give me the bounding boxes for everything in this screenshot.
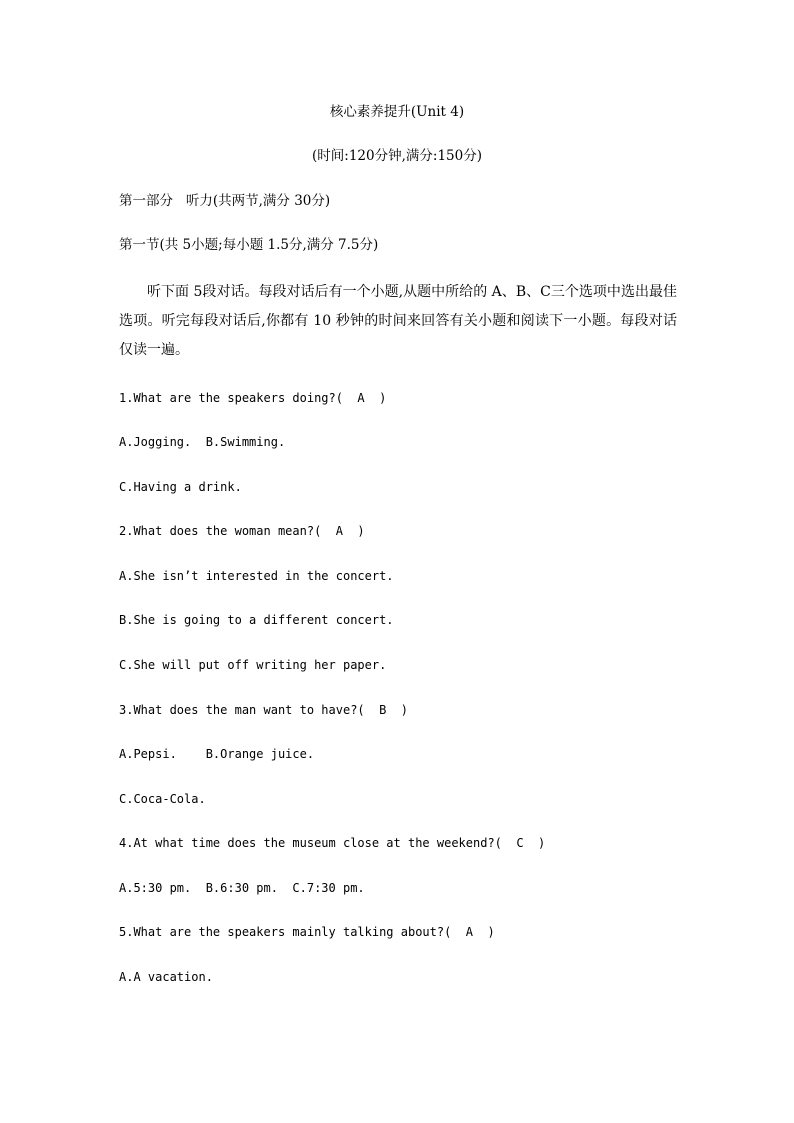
time-and-score: (时间:120分钟,满分:150分): [312, 148, 482, 164]
question-2-stem: 2.What does the woman mean?( A ): [119, 524, 365, 538]
question-3-option-c: C.Coca-Cola.: [119, 792, 206, 806]
question-5-stem: 5.What are the speakers mainly talking about?( A ): [119, 925, 495, 939]
question-1-options-ab: A.Jogging. B.Swimming.: [119, 435, 286, 449]
section-one-heading: 第一节(共 5小题;每小题 1.5分,满分 7.5分): [119, 237, 379, 253]
question-1-option-c: C.Having a drink.: [119, 480, 242, 494]
page-title: 核心素养提升(Unit 4): [329, 104, 465, 120]
question-2-option-b: B.She is going to a different concert.: [119, 613, 394, 627]
question-3-options-ab: A.Pepsi. B.Orange juice.: [119, 747, 315, 761]
question-2-option-c: C.She will put off writing her paper.: [119, 658, 387, 672]
question-4-stem: 4.At what time does the museum close at the weekend?( C ): [119, 836, 546, 850]
question-1-stem: 1.What are the speakers doing?( A ): [119, 391, 387, 405]
question-2-option-a: A.She isn’t interested in the concert.: [119, 569, 394, 583]
question-5-option-a: A.A vacation.: [119, 970, 213, 984]
question-4-options: A.5:30 pm. B.6:30 pm. C.7:30 pm.: [119, 881, 365, 895]
part-one-heading: 第一部分 听力(共两节,满分 30分): [119, 193, 331, 209]
listening-instructions: 听下面 5段对话。每段对话后有一个小题,从题中所给的 A、B、C三个选项中选出最佳选项。听完每段对话后,你都有 10 秒钟的时间来回答有关小题和阅读下一小题。每段对话仅读一遍。: [119, 284, 677, 358]
question-3-stem: 3.What does the man want to have?( B ): [119, 703, 408, 717]
